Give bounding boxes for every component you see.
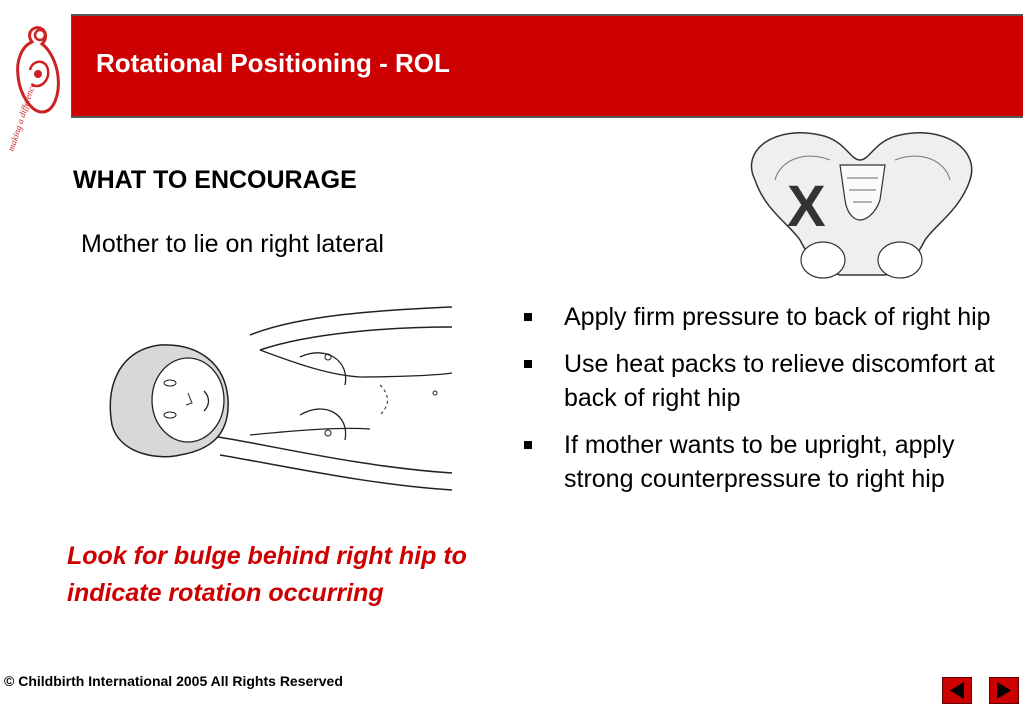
bullet-text: Use heat packs to relieve discomfort at back of right hip [564, 350, 995, 412]
logo-figure-icon [2, 20, 70, 132]
x-mark: X [787, 174, 826, 239]
logo-tagline: making a difference [5, 81, 38, 153]
bullet-text: If mother wants to be upright, apply strong counterpressure to right hip [564, 431, 955, 493]
slide-title: Rotational Positioning - ROL [96, 48, 450, 78]
pelvis-illustration [735, 120, 990, 292]
square-bullet-icon [524, 313, 532, 321]
square-bullet-icon [524, 360, 532, 368]
callout-text: Look for bulge behind right hip to indicate rotation occurring [67, 542, 467, 607]
section-heading: WHAT TO ENCOURAGE [73, 166, 357, 194]
next-slide-button[interactable] [989, 677, 1019, 704]
list-item [520, 347, 1000, 415]
bullet-text: Apply firm pressure to back of right hip [564, 303, 991, 331]
woman-lying-illustration [100, 305, 455, 510]
logo [2, 20, 70, 153]
bullet-list [520, 300, 1000, 509]
triangle-right-icon [990, 678, 1018, 703]
previous-slide-button[interactable] [942, 677, 972, 704]
instruction-text: Mother to lie on right lateral [81, 230, 384, 258]
triangle-left-icon [943, 678, 971, 703]
copyright-text: © Childbirth International 2005 All Rights Reserved [4, 673, 343, 689]
list-item [520, 300, 1000, 334]
square-bullet-icon [524, 441, 532, 449]
list-item [520, 428, 1000, 496]
